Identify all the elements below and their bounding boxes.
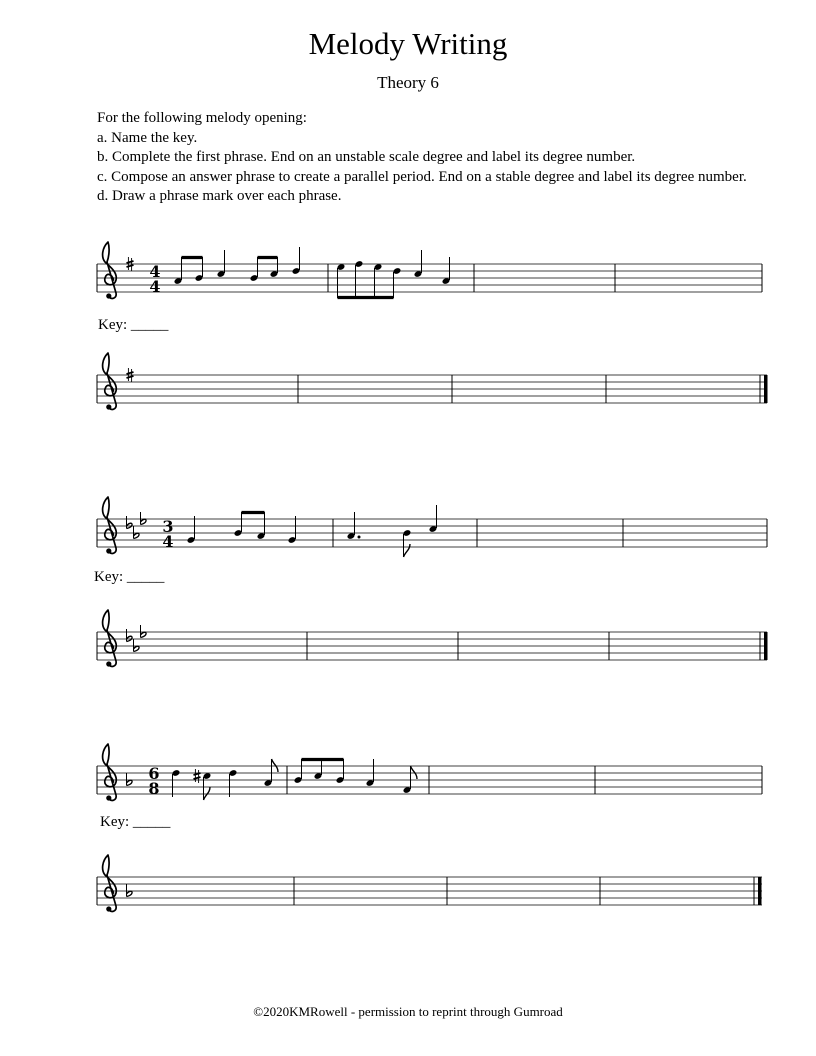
instruction-intro: For the following melody opening: bbox=[97, 110, 307, 126]
notes-measure-1 bbox=[174, 247, 301, 285]
staff-3-answer[interactable] bbox=[97, 855, 762, 912]
staff-2-melody bbox=[97, 497, 767, 557]
staff-2-answer[interactable] bbox=[97, 610, 768, 667]
key-answer-label-1[interactable]: Key: _____ bbox=[98, 317, 169, 333]
notes-measure-2 bbox=[294, 759, 417, 794]
final-barline bbox=[758, 877, 762, 905]
key-answer-label-3[interactable]: Key: _____ bbox=[100, 814, 171, 830]
notes-measure-2 bbox=[347, 505, 438, 557]
flat-icon bbox=[127, 512, 147, 539]
page-subtitle: Theory 6 bbox=[377, 73, 439, 92]
instruction-a: a. Name the key. bbox=[97, 129, 198, 146]
instruction-b: b. Complete the first phrase. End on an unstable scale degree and label its degree number. bbox=[97, 149, 636, 165]
notes-measure-2 bbox=[337, 250, 451, 298]
time-signature bbox=[149, 262, 160, 296]
svg-text:4: 4 bbox=[149, 262, 161, 281]
instruction-c: c. Compose an answer phrase to create a parallel period. End on a stable degree and label its degree number. bbox=[97, 168, 747, 185]
treble-clef-icon bbox=[103, 744, 117, 801]
treble-clef-icon bbox=[103, 610, 117, 667]
treble-clef-icon bbox=[103, 242, 117, 299]
instruction-d: d. Draw a phrase mark over each phrase. bbox=[97, 188, 342, 204]
svg-text:4: 4 bbox=[162, 532, 174, 551]
final-barline bbox=[764, 375, 768, 403]
treble-clef-icon bbox=[103, 353, 117, 410]
staff-1-melody bbox=[97, 242, 762, 299]
notes-measure-1 bbox=[187, 512, 297, 544]
flat-icon bbox=[127, 773, 133, 786]
flat-icon bbox=[127, 884, 133, 897]
staff-1-answer[interactable] bbox=[97, 353, 768, 410]
time-signature bbox=[162, 517, 173, 551]
svg-text:8: 8 bbox=[148, 779, 160, 798]
svg-text:4: 4 bbox=[149, 277, 161, 296]
treble-clef-icon bbox=[103, 497, 117, 554]
time-signature bbox=[148, 764, 159, 798]
treble-clef-icon bbox=[103, 855, 117, 912]
copyright-footer: ©2020KMRowell - permission to reprint through Gumroad bbox=[253, 1004, 563, 1019]
svg-text:3: 3 bbox=[162, 517, 174, 536]
key-answer-label-2[interactable]: Key: _____ bbox=[94, 569, 165, 585]
flat-icon bbox=[127, 625, 147, 652]
staff-3-melody bbox=[97, 744, 762, 801]
svg-text:6: 6 bbox=[148, 764, 160, 783]
final-barline bbox=[764, 632, 768, 660]
page-title: Melody Writing bbox=[308, 26, 508, 61]
